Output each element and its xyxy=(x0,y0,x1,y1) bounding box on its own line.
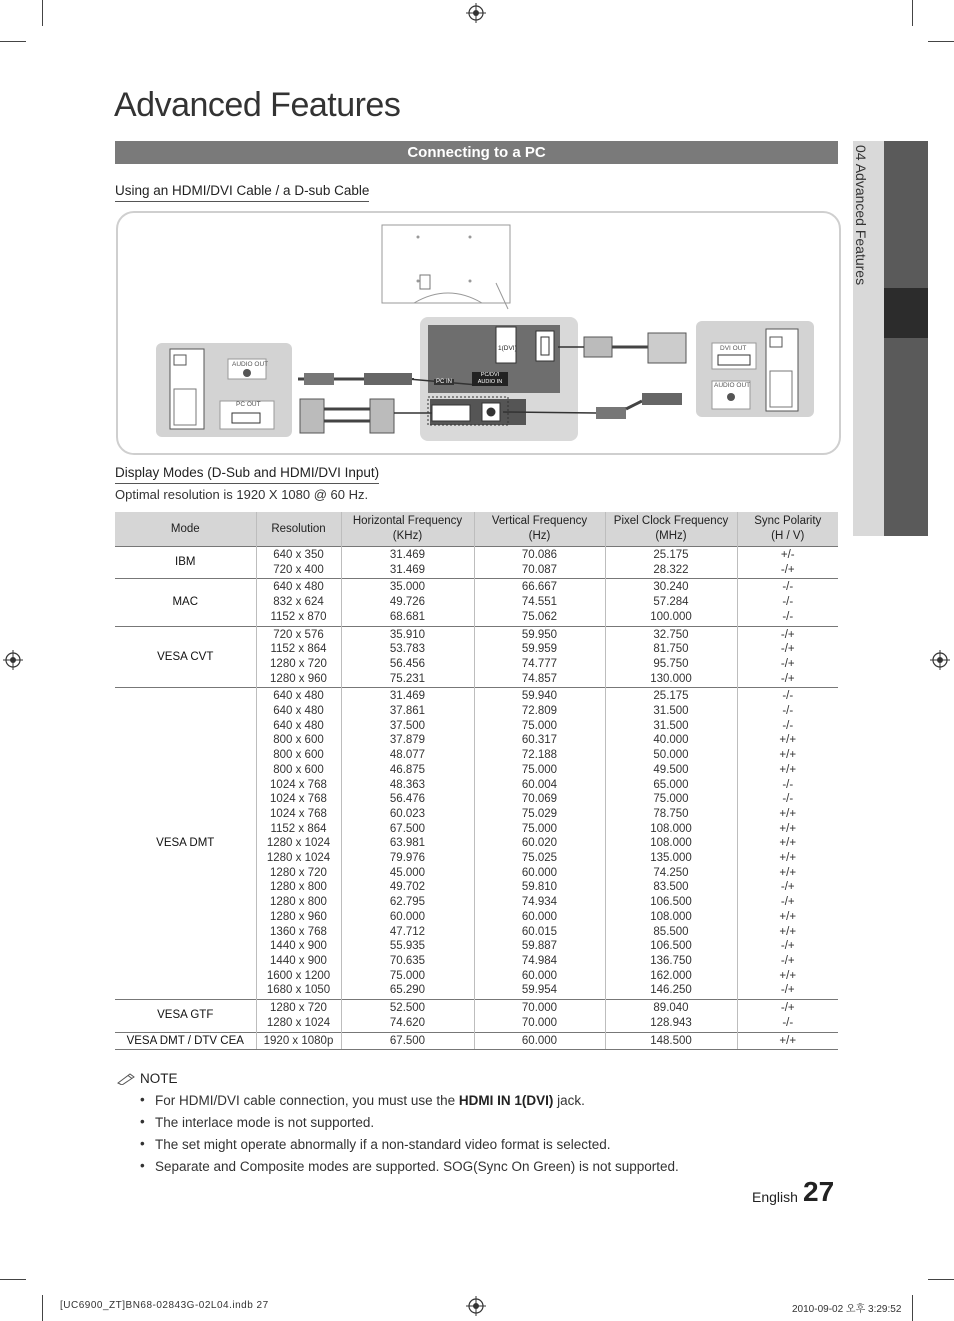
cell-value: -/+ xyxy=(780,881,795,894)
note-text: jack. xyxy=(553,1093,585,1108)
cell-value: 81.750 xyxy=(653,643,689,656)
cell-value: 70.000 xyxy=(521,1016,558,1029)
cell-value: 75.000 xyxy=(653,793,689,806)
cell-value: 146.250 xyxy=(650,984,692,997)
cell-value: 100.000 xyxy=(650,610,692,623)
value-cell xyxy=(605,547,737,579)
note-bullet xyxy=(140,1115,374,1130)
cell-value: 640 x 480 xyxy=(273,581,324,594)
cell-value: 53.783 xyxy=(389,643,426,656)
cell-value: 135.000 xyxy=(650,852,692,865)
cell-value: +/+ xyxy=(779,807,797,820)
value-cell xyxy=(605,626,737,688)
cell-value: 95.750 xyxy=(653,657,689,670)
value-cell xyxy=(474,579,605,626)
value-cell xyxy=(737,547,838,579)
cell-value: 31.500 xyxy=(653,719,689,732)
value-cell xyxy=(605,688,737,1000)
value-cell xyxy=(341,579,474,626)
column-header-unit: (H / V) xyxy=(771,530,805,542)
cell-value: 72.188 xyxy=(521,749,558,762)
cell-value: 63.981 xyxy=(389,837,426,850)
cell-value: 74.551 xyxy=(521,596,558,609)
cell-value: -/+ xyxy=(780,643,795,656)
table-row xyxy=(115,688,838,1000)
cell-value: 59.810 xyxy=(521,881,558,894)
cell-value: 74.777 xyxy=(521,657,558,670)
cell-value: 55.935 xyxy=(389,940,426,953)
cell-value: -/- xyxy=(782,778,794,791)
value-cell xyxy=(256,626,341,688)
cell-value: 28.322 xyxy=(653,563,689,576)
table-row xyxy=(115,626,838,688)
cell-value: 832 x 624 xyxy=(273,596,324,609)
cell-value: -/- xyxy=(782,581,794,594)
cell-value: 49.726 xyxy=(389,596,426,609)
cell-value: -/- xyxy=(782,610,794,623)
cell-value: 30.240 xyxy=(653,581,689,594)
cell-value: 640 x 480 xyxy=(273,719,324,732)
connection-diagram-illustration xyxy=(118,213,839,453)
footer-file-info: [UC6900_ZT]BN68-02843G-02L04.indb 27 xyxy=(60,1300,269,1311)
cell-value: -/+ xyxy=(780,1002,795,1015)
value-cell xyxy=(256,1032,341,1050)
cell-value: +/+ xyxy=(779,925,797,938)
cell-value: 31.469 xyxy=(389,549,426,561)
cell-value: 1024 x 768 xyxy=(270,807,327,820)
column-header-unit: (MHz) xyxy=(655,530,687,542)
cell-value: 65.000 xyxy=(653,778,689,791)
column-header-label: Mode xyxy=(170,522,200,535)
cell-value: 60.000 xyxy=(521,969,558,982)
column-header-unit: (KHz) xyxy=(392,530,423,542)
cell-value: 1280 x 720 xyxy=(270,1002,327,1015)
cell-value: 57.284 xyxy=(653,596,689,609)
crop-mark xyxy=(0,41,26,42)
cell-value: 1600 x 1200 xyxy=(266,969,331,982)
column-header-label: Sync Polarity xyxy=(754,515,822,527)
cell-value: 1152 x 864 xyxy=(270,643,327,656)
cell-value: 70.069 xyxy=(521,793,558,806)
value-cell xyxy=(737,1032,838,1050)
cell-value: 108.000 xyxy=(650,837,692,850)
registration-mark-icon xyxy=(3,650,23,670)
note-text: For HDMI/DVI cable connection, you must use the xyxy=(155,1093,459,1108)
note-text: The set might operate abnormally if a non-standard video format is selected. xyxy=(155,1137,611,1152)
cell-value: 65.290 xyxy=(389,984,426,997)
cell-value: +/+ xyxy=(779,866,797,879)
crop-mark xyxy=(928,41,954,42)
value-cell xyxy=(737,579,838,626)
cell-value: 37.500 xyxy=(389,719,426,732)
connection-diagram xyxy=(116,211,841,455)
cell-value: 48.077 xyxy=(389,749,426,762)
cell-value: 75.000 xyxy=(389,969,426,982)
cell-value: 1920 x 1080p xyxy=(263,1034,334,1047)
cell-value: 70.087 xyxy=(521,563,558,576)
cell-value: 1440 x 900 xyxy=(270,940,327,953)
mode-cell: IBM xyxy=(115,547,256,579)
cell-value: 148.500 xyxy=(650,1034,692,1047)
cell-value: 1280 x 960 xyxy=(270,910,327,923)
cell-value: 1680 x 1050 xyxy=(266,984,331,997)
crop-mark xyxy=(42,1295,43,1321)
cell-value: 59.887 xyxy=(521,940,558,953)
cell-value: 1280 x 1024 xyxy=(266,1016,331,1029)
cell-value: 1280 x 720 xyxy=(270,657,327,670)
display-modes-table xyxy=(115,512,838,1050)
mode-cell: VESA DMT / DTV CEA xyxy=(115,1032,256,1050)
cell-value: 1024 x 768 xyxy=(270,793,327,806)
cell-value: 75.000 xyxy=(521,719,558,732)
cell-value: 106.500 xyxy=(650,940,692,953)
value-cell xyxy=(341,547,474,579)
cell-value: 108.000 xyxy=(650,910,692,923)
cell-value: 60.000 xyxy=(521,866,558,879)
cable-section-heading: Using an HDMI/DVI Cable / a D-sub Cable xyxy=(115,183,369,202)
cell-value: -/+ xyxy=(780,563,795,576)
crop-mark xyxy=(912,0,913,26)
cell-value: 37.861 xyxy=(389,705,426,718)
cell-value: 74.857 xyxy=(521,672,558,685)
column-header xyxy=(474,512,605,547)
cell-value: 1360 x 768 xyxy=(270,925,327,938)
page-title: Advanced Features xyxy=(114,86,401,124)
cell-value: +/+ xyxy=(779,734,797,747)
value-cell xyxy=(737,688,838,1000)
footer-language: English xyxy=(752,1189,798,1205)
note-bullet xyxy=(140,1093,585,1108)
cell-value: -/+ xyxy=(780,896,795,909)
cell-value: 72.809 xyxy=(521,705,558,718)
cell-value: 59.954 xyxy=(521,984,558,997)
cell-value: +/+ xyxy=(779,969,797,982)
cell-value: -/+ xyxy=(780,628,795,641)
cell-value: 60.000 xyxy=(389,910,426,923)
value-cell xyxy=(256,688,341,1000)
crop-mark xyxy=(912,1295,913,1321)
cell-value: 31.500 xyxy=(653,705,689,718)
note-bullet xyxy=(140,1159,679,1174)
cell-value: 85.500 xyxy=(653,925,689,938)
cell-value: 75.029 xyxy=(521,807,558,820)
cell-value: 1152 x 870 xyxy=(270,610,327,623)
value-cell xyxy=(341,1032,474,1050)
note-heading xyxy=(117,1071,178,1086)
mode-cell: MAC xyxy=(115,579,256,626)
cell-value: 75.000 xyxy=(521,763,558,776)
cell-value: 37.879 xyxy=(389,734,426,747)
cell-value: 75.000 xyxy=(521,822,558,835)
table-row xyxy=(115,1000,838,1032)
section-heading: Connecting to a PC xyxy=(115,141,838,164)
cell-value: -/+ xyxy=(780,940,795,953)
cell-value: 62.795 xyxy=(389,896,426,909)
cell-value: 60.000 xyxy=(521,910,558,923)
cell-value: 45.000 xyxy=(389,866,426,879)
cell-value: 800 x 600 xyxy=(273,749,324,762)
value-cell xyxy=(605,1000,737,1032)
cell-value: -/- xyxy=(782,596,794,609)
cell-value: -/- xyxy=(782,1016,794,1029)
table-row xyxy=(115,579,838,626)
table-row xyxy=(115,1032,838,1050)
value-cell xyxy=(341,1000,474,1032)
cell-value: 74.984 xyxy=(521,954,558,967)
audio-out-label: AUDIO OUT xyxy=(232,361,269,368)
value-cell xyxy=(737,1000,838,1032)
cell-value: 46.875 xyxy=(389,763,426,776)
cell-value: 75.025 xyxy=(521,852,558,865)
column-header-label: Resolution xyxy=(271,522,326,535)
cell-value: 800 x 600 xyxy=(273,763,324,776)
value-cell xyxy=(256,1000,341,1032)
cell-value: 67.500 xyxy=(389,822,426,835)
registration-mark-icon xyxy=(466,3,486,23)
cell-value: 35.000 xyxy=(389,581,426,594)
value-cell xyxy=(341,626,474,688)
cell-value: -/+ xyxy=(780,984,795,997)
cell-value: 128.943 xyxy=(650,1016,692,1029)
cell-value: -/- xyxy=(782,705,794,718)
cell-value: +/+ xyxy=(779,749,797,762)
cell-value: 56.476 xyxy=(389,793,426,806)
value-cell xyxy=(474,547,605,579)
pc-out-label: PC OUT xyxy=(236,401,261,408)
cell-value: -/- xyxy=(782,690,794,703)
cell-value: 640 x 350 xyxy=(273,549,324,561)
crop-mark xyxy=(928,1279,954,1280)
column-header xyxy=(605,512,737,547)
cell-value: 40.000 xyxy=(653,734,689,747)
cell-value: 68.681 xyxy=(389,610,426,623)
mode-cell: VESA GTF xyxy=(115,1000,256,1032)
table-header-row xyxy=(115,512,838,547)
cell-value: 52.500 xyxy=(389,1002,426,1015)
cell-value: 130.000 xyxy=(650,672,692,685)
cell-value: 1152 x 864 xyxy=(270,822,327,835)
cell-value: 35.910 xyxy=(389,628,426,641)
cell-value: 106.500 xyxy=(650,896,692,909)
cell-value: 75.062 xyxy=(521,610,558,623)
cell-value: 1280 x 1024 xyxy=(266,837,331,850)
cell-value: 720 x 576 xyxy=(273,628,324,641)
cell-value: 60.023 xyxy=(389,807,426,820)
cell-value: 60.004 xyxy=(521,778,558,791)
cell-value: 60.000 xyxy=(521,1034,558,1047)
cell-value: 59.959 xyxy=(521,643,558,656)
cell-value: 66.667 xyxy=(521,581,558,594)
value-cell xyxy=(605,1032,737,1050)
cell-value: 31.469 xyxy=(389,563,426,576)
value-cell xyxy=(605,579,737,626)
cell-value: +/+ xyxy=(779,822,797,835)
cell-value: 78.750 xyxy=(653,807,689,820)
cell-value: 49.500 xyxy=(653,763,689,776)
side-tab-label: 04 Advanced Features xyxy=(853,145,869,286)
cell-value: 47.712 xyxy=(389,925,426,938)
cell-value: 60.317 xyxy=(521,734,558,747)
cell-value: 89.040 xyxy=(653,1002,689,1015)
crop-mark xyxy=(42,0,43,26)
cell-value: -/- xyxy=(782,793,794,806)
column-header xyxy=(115,512,256,547)
cell-value: 1440 x 900 xyxy=(270,954,327,967)
cell-value: 74.620 xyxy=(389,1016,426,1029)
cell-value: 25.175 xyxy=(653,690,689,703)
note-text: The interlace mode is not supported. xyxy=(155,1115,375,1130)
column-header-label: Pixel Clock Frequency xyxy=(613,515,729,527)
cell-value: 70.635 xyxy=(389,954,426,967)
value-cell xyxy=(474,1032,605,1050)
column-header xyxy=(737,512,838,547)
cell-value: 70.000 xyxy=(521,1002,558,1015)
value-cell xyxy=(474,688,605,1000)
pencil-icon xyxy=(117,1073,135,1085)
cell-value: 74.250 xyxy=(653,866,689,879)
cell-value: 25.175 xyxy=(653,549,689,561)
side-tab-marker xyxy=(884,141,928,536)
cell-value: 49.702 xyxy=(389,881,426,894)
note-text: Separate and Composite modes are supported. SOG(Sync On Green) is not supported. xyxy=(155,1159,679,1174)
column-header-label: Vertical Frequency xyxy=(491,515,588,527)
cell-value: -/+ xyxy=(780,672,795,685)
cell-value: 640 x 480 xyxy=(273,705,324,718)
cell-value: -/- xyxy=(782,719,794,732)
cell-value: 79.976 xyxy=(389,852,426,865)
cell-value: +/+ xyxy=(779,1034,797,1047)
cell-value: 56.456 xyxy=(389,657,426,670)
cell-value: 1280 x 720 xyxy=(270,866,327,879)
dvi-out-label: DVI OUT xyxy=(720,345,747,352)
mode-cell: VESA DMT xyxy=(115,688,256,1000)
cell-value: 31.469 xyxy=(389,690,426,703)
column-header xyxy=(256,512,341,547)
column-header-label: Horizontal Frequency xyxy=(352,515,463,527)
cell-value: 800 x 600 xyxy=(273,734,324,747)
column-header xyxy=(341,512,474,547)
registration-mark-icon xyxy=(466,1296,486,1316)
cell-value: 32.750 xyxy=(653,628,689,641)
cell-value: 1280 x 960 xyxy=(270,672,327,685)
value-cell xyxy=(341,688,474,1000)
value-cell xyxy=(256,579,341,626)
value-cell xyxy=(737,626,838,688)
cell-value: 83.500 xyxy=(653,881,689,894)
cell-value: 59.950 xyxy=(521,628,558,641)
side-tab-active-marker xyxy=(884,288,928,338)
cell-value: 75.231 xyxy=(389,672,426,685)
note-bullet xyxy=(140,1137,611,1152)
cell-value: 59.940 xyxy=(521,690,558,703)
display-modes-heading: Display Modes (D-Sub and HDMI/DVI Input) xyxy=(115,465,379,484)
mode-cell: VESA CVT xyxy=(115,626,256,688)
value-cell xyxy=(474,1000,605,1032)
cell-value: +/- xyxy=(780,549,795,561)
cell-value: 70.086 xyxy=(521,549,558,561)
cell-value: 640 x 480 xyxy=(273,690,324,703)
value-cell xyxy=(256,547,341,579)
page-number: 27 xyxy=(803,1176,835,1207)
audio-out-label: AUDIO OUT xyxy=(714,382,751,389)
pc-in-label: PC IN xyxy=(436,379,453,385)
cell-value: 48.363 xyxy=(389,778,426,791)
cell-value: +/+ xyxy=(779,852,797,865)
cell-value: 720 x 400 xyxy=(273,563,324,576)
column-header-unit: (Hz) xyxy=(528,530,551,542)
cell-value: 74.934 xyxy=(521,896,558,909)
cell-value: 108.000 xyxy=(650,822,692,835)
cell-value: 1280 x 800 xyxy=(270,881,327,894)
hdmi-dvi-port-label: 1(DVI) xyxy=(498,345,517,352)
cell-value: +/+ xyxy=(779,763,797,776)
cell-value: -/+ xyxy=(780,657,795,670)
pc-dvi-audio-in-label: PC/DVI AUDIO IN xyxy=(472,372,508,386)
cell-value: +/+ xyxy=(779,837,797,850)
cell-value: 60.015 xyxy=(521,925,558,938)
note-title: NOTE xyxy=(140,1071,178,1086)
cell-value: 1280 x 800 xyxy=(270,896,327,909)
cell-value: +/+ xyxy=(779,910,797,923)
optimal-resolution-text: Optimal resolution is 1920 X 1080 @ 60 Hz. xyxy=(115,487,369,502)
cell-value: 162.000 xyxy=(650,969,692,982)
cell-value: 1280 x 1024 xyxy=(266,852,331,865)
value-cell xyxy=(474,626,605,688)
registration-mark-icon xyxy=(930,650,950,670)
cell-value: 67.500 xyxy=(389,1034,426,1047)
footer-timestamp: 2010-09-02 오후 3:29:52 xyxy=(792,1304,902,1315)
cell-value: -/+ xyxy=(780,954,795,967)
hdmi-in-jack-name: HDMI IN 1(DVI) xyxy=(458,1093,554,1108)
cell-value: 60.020 xyxy=(521,837,558,850)
cell-value: 1024 x 768 xyxy=(270,778,327,791)
table-row xyxy=(115,547,838,579)
cell-value: 50.000 xyxy=(653,749,689,762)
crop-mark xyxy=(0,1279,26,1280)
cell-value: 136.750 xyxy=(650,954,692,967)
